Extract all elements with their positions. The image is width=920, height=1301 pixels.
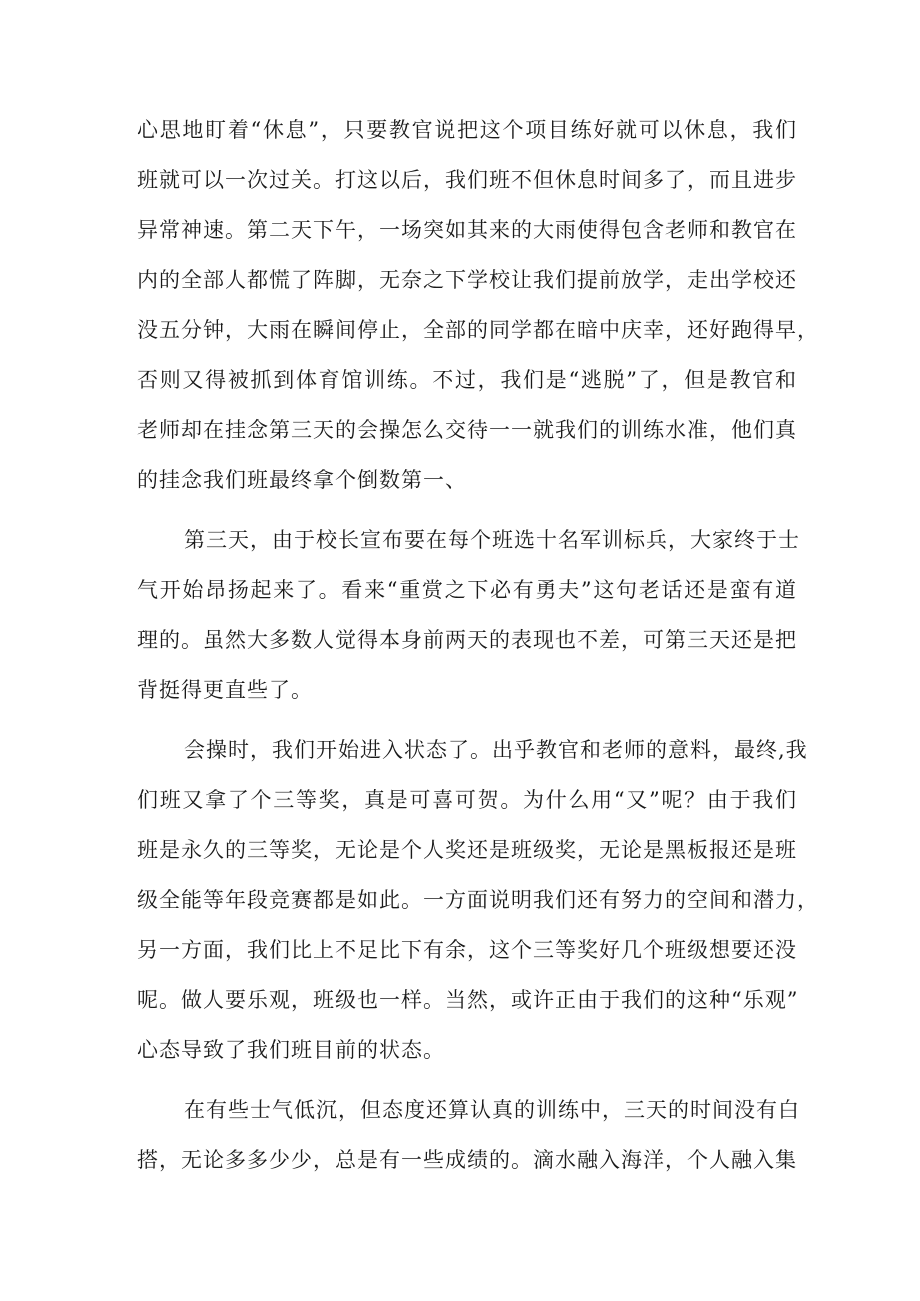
paragraph-line: 级全能等年段竞赛都是如此。一方面说明我们还有努力的空间和潜力，	[137, 888, 819, 912]
paragraph-line: 在有些士气低沉，但态度还算认真的训练中，三天的时间没有白	[184, 1098, 800, 1122]
paragraph-line: 老师却在挂念第三天的会操怎么交待一一就我们的训练水准，他们真	[137, 418, 797, 442]
paragraph-line: 内的全部人都慌了阵脚，无奈之下学校让我们提前放学，走出学校还	[137, 268, 797, 292]
paragraph-line: 异常神速。第二天下午，一场突如其来的大雨使得包含老师和教官在	[137, 218, 797, 242]
paragraph-line: 呢。做人要乐观，班级也一样。当然，或许正由于我们的这种“乐观”	[137, 988, 799, 1012]
paragraph-line: 心思地盯着“休息”，只要教官说把这个项目练好就可以休息，我们	[137, 118, 797, 142]
paragraph-line: 的挂念我们班最终拿个倒数第一、	[137, 468, 467, 492]
paragraph-line: 气开始昂扬起来了。看来“重赏之下必有勇夫”这句老话还是蛮有道	[137, 578, 797, 602]
paragraph-line: 心态导致了我们班目前的状态。	[137, 1038, 445, 1062]
paragraph-line: 会操时，我们开始进入状态了。出乎教官和老师的意料，最终,我	[184, 738, 808, 762]
paragraph-line: 们班又拿了个三等奖，真是可喜可贺。为什么用“又”呢？由于我们	[137, 788, 797, 812]
paragraph-line: 否则又得被抓到体育馆训练。不过，我们是“逃脱”了，但是教官和	[137, 368, 797, 392]
paragraph-line: 班就可以一次过关。打这以后，我们班不但休息时间多了，而且进步	[137, 168, 797, 192]
paragraph-line: 理的。虽然大多数人觉得本身前两天的表现也不差，可第三天还是把	[137, 628, 797, 652]
paragraph-line: 没五分钟，大雨在瞬间停止，全部的同学都在暗中庆幸，还好跑得早，	[137, 318, 819, 342]
paragraph-line: 背挺得更直些了。	[137, 678, 313, 702]
paragraph-line: 另一方面，我们比上不足比下有余，这个三等奖好几个班级想要还没	[137, 938, 797, 962]
paragraph-line: 第三天，由于校长宣布要在每个班选十名军训标兵，大家终于士	[184, 528, 800, 552]
paragraph-line: 班是永久的三等奖，无论是个人奖还是班级奖，无论是黑板报还是班	[137, 838, 797, 862]
paragraph-line: 搭，无论多多少少，总是有一些成绩的。滴水融入海洋，个人融入集	[137, 1148, 797, 1172]
